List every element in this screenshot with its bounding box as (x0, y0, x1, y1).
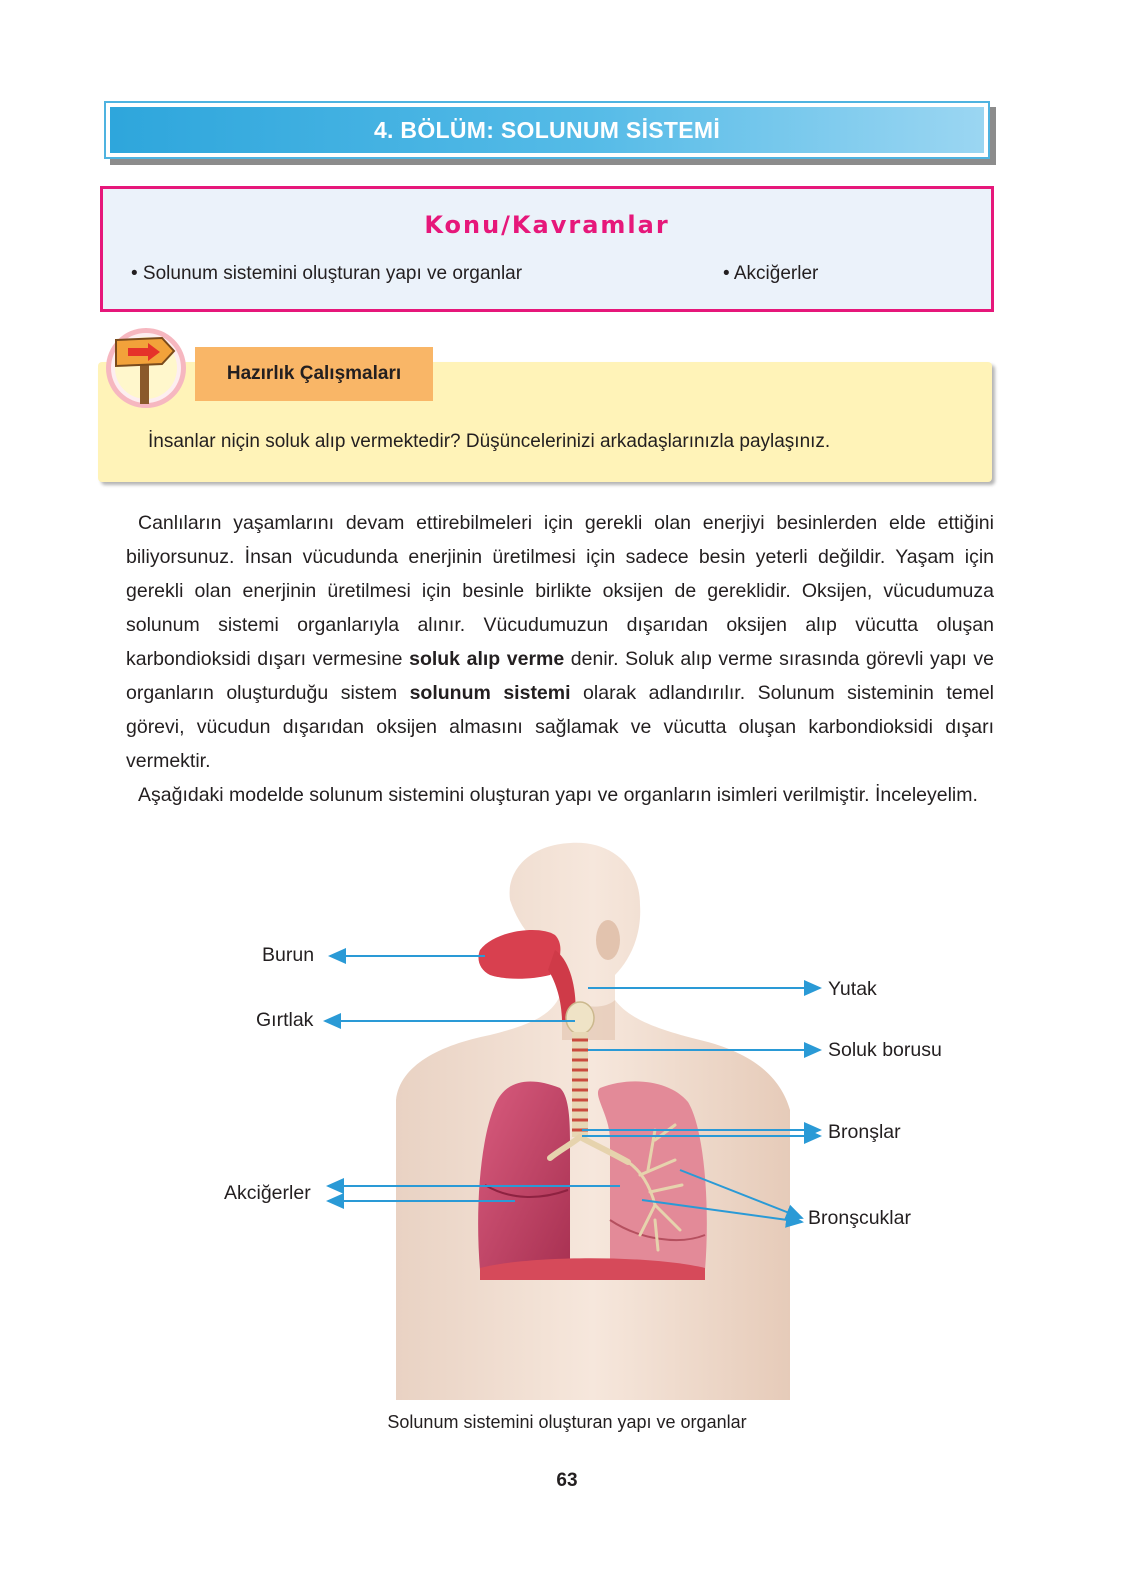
figure-caption: Solunum sistemini oluşturan yapı ve organlar (387, 1412, 747, 1432)
hazirlik-question: İnsanlar niçin soluk alıp vermektedir? Düşüncelerinizi arkadaşlarınızla paylaşınız. (148, 431, 831, 452)
signpost-arrow-icon (104, 326, 188, 410)
right-lung (598, 1081, 707, 1270)
term-soluk-alip-verme: soluk alıp verme (409, 648, 565, 670)
label-bronslar: Bronşlar (828, 1121, 901, 1143)
paragraph: Aşağıdaki modelde solunum sistemini oluşturan yapı ve organların isimleri verilmiştir. İnceleyelim. (138, 784, 978, 806)
text-run: denir. Soluk alıp verme sırasında görevli yapı ve organların oluşturduğu sistem (126, 648, 995, 704)
chapter-header (104, 101, 990, 159)
label-bronscuklar: Bronşcuklar (808, 1207, 911, 1229)
text-run: olarak adlandırılır. Solunum sisteminin temel görevi, vücudun dışarıdan oksijen almasını sağlamak ve vücutta oluşan karbondioksidi dışarı vermektir. (126, 682, 994, 772)
paragraph (126, 506, 994, 778)
konu-item: • Solunum sistemini oluşturan yapı ve organlar (131, 263, 523, 284)
label-burun: Burun (262, 944, 315, 966)
larynx (566, 1002, 594, 1034)
text-run: Canlıların yaşamlarını devam ettirebilmeleri için gerekli olan enerjiyi besinlerden elde ettiğini biliyorsunuz. İnsan vücudunda enerjinin üretilmesi için sadece besin yeterli değildir. Yaşam için gerekli olan enerjinin üretilmesi için besinle birlikte oksijen de gereklidir. Oksijen, vücudumuza solunum sistemi organlarıyla alınır. Vücudumuzun dışarıdan oksijen alıp vücutta oluşan karbondioksidi dışarı vermesine (126, 512, 994, 670)
term-solunum-sistemi: solunum sistemi (409, 682, 571, 704)
label-soluk-borusu: Soluk borusu (828, 1039, 942, 1061)
label-girtlak: Gırtlak (256, 1009, 314, 1031)
label-yutak: Yutak (828, 978, 877, 1000)
nasal-cavity (478, 930, 560, 979)
body-text (126, 506, 994, 812)
konu-kavramlar-box (100, 186, 994, 312)
chapter-title: 4. BÖLÜM: SOLUNUM SİSTEMİ (110, 107, 984, 153)
page-number: 63 (556, 1470, 578, 1491)
konu-item: • Akciğerler (723, 263, 819, 284)
hazirlik-label: Hazırlık Çalışmaları (195, 347, 433, 401)
trachea (572, 1032, 588, 1137)
label-akcigerler: Akciğerler (224, 1182, 311, 1204)
konu-title: Konu/Kavramlar (424, 211, 670, 239)
torso-silhouette (396, 843, 790, 1400)
